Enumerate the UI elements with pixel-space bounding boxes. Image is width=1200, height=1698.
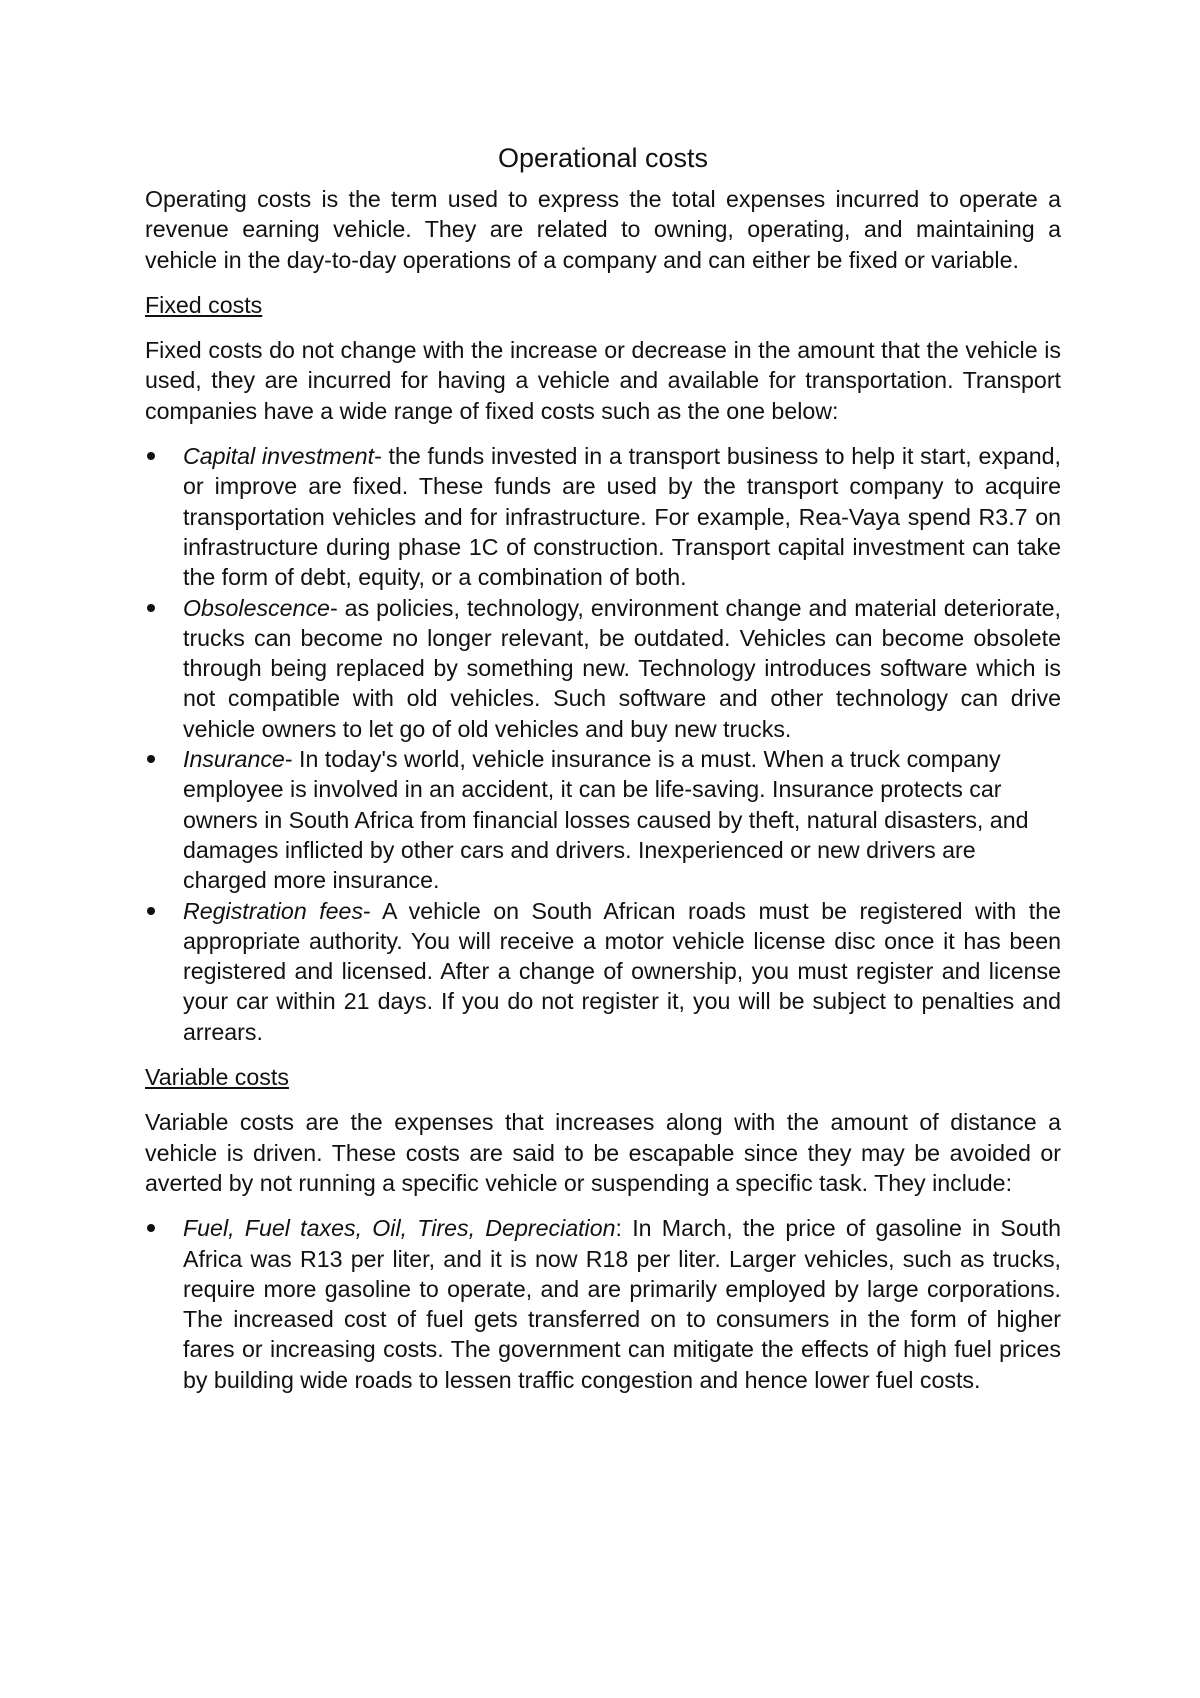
variable-costs-heading: Variable costs [145, 1064, 289, 1091]
item-term: Insurance [183, 746, 285, 773]
item-text: - the funds invested in a transport business to help it start, expand, or improve are fixed. These funds are used by the transport company to acquire transportation vehicles and for infrastructure. For example, Rea-Vaya spend R3.7 on infrastructure during phase 1C of construction. Transport capital investment can take the form of debt, equity, or a combination of both. [183, 443, 1061, 591]
list-item-registration-fees [145, 896, 1061, 1047]
item-text: - A vehicle on South African roads must be registered with the appropriate authority. You will receive a motor vehicle license disc once it has been registered and licensed. After a change of ownership, you must register and license your car within 21 days. If you do not register it, you will be subject to penalties and arrears. [183, 897, 1061, 1045]
bullet-icon [147, 907, 155, 915]
intro-paragraph: Operating costs is the term used to express the total expenses incurred to operate a revenue earning vehicle. They are related to owning, operating, and maintaining a vehicle in the day-to-day operations of a company and can either be fixed or variable. [145, 186, 1061, 273]
list-item-fuel [145, 1213, 1061, 1395]
document-title: Operational costs [497, 143, 709, 173]
item-term: Capital investment [183, 443, 375, 470]
fixed-costs-list [145, 441, 1061, 1047]
bullet-icon [147, 604, 155, 612]
list-item-obsolescence [145, 593, 1061, 744]
bullet-icon [147, 452, 155, 460]
item-text: : In March, the price of gasoline in South Africa was R13 per liter, and it is now R18 per liter. Larger vehicles, such as trucks, require more gasoline to operate, and are primarily employed by large corporations. The increased cost of fuel gets transferred on to consumers in the form of higher fares or increasing costs. The government can mitigate the effects of high fuel prices by building wide roads to lessen traffic congestion and hence lower fuel costs. [183, 1215, 1061, 1393]
document-page [145, 142, 1061, 1410]
item-term: Registration fees [183, 897, 364, 924]
fixed-costs-description: Fixed costs do not change with the increase or decrease in the amount that the vehicle is used, they are incurred for having a vehicle and available for transportation. Transport companies have a wide range of fixed costs such as the one below: [145, 337, 1061, 424]
item-term: Fuel, Fuel taxes, Oil, Tires, Depreciation [183, 1215, 616, 1242]
list-item-insurance [145, 744, 1061, 895]
item-text: - In today's world, vehicle insurance is a must. When a truck company employee is involved in an accident, it can be life-saving. Insurance protects car owners in South Africa from financial losses caused by theft, natural disasters, and damages inflicted by other cars and drivers. Inexperienced or new drivers are charged more insurance. [183, 746, 1029, 894]
item-term: Obsolescence [183, 594, 330, 621]
variable-costs-description: Variable costs are the expenses that increases along with the amount of distance a vehicle is driven. These costs are said to be escapable since they may be avoided or averted by not running a specific vehicle or suspending a specific task. They include: [145, 1109, 1061, 1196]
list-item-capital-investment [145, 441, 1061, 592]
item-text: - as policies, technology, environment change and material deteriorate, trucks can become no longer relevant, be outdated. Vehicles can become obsolete through being replaced by something new. Technology introduces software which is not compatible with old vehicles. Such software and other technology can drive vehicle owners to let go of old vehicles and buy new trucks. [183, 594, 1061, 742]
bullet-icon [147, 1224, 155, 1232]
bullet-icon [147, 755, 155, 763]
variable-costs-list [145, 1213, 1061, 1395]
fixed-costs-heading: Fixed costs [145, 291, 263, 318]
